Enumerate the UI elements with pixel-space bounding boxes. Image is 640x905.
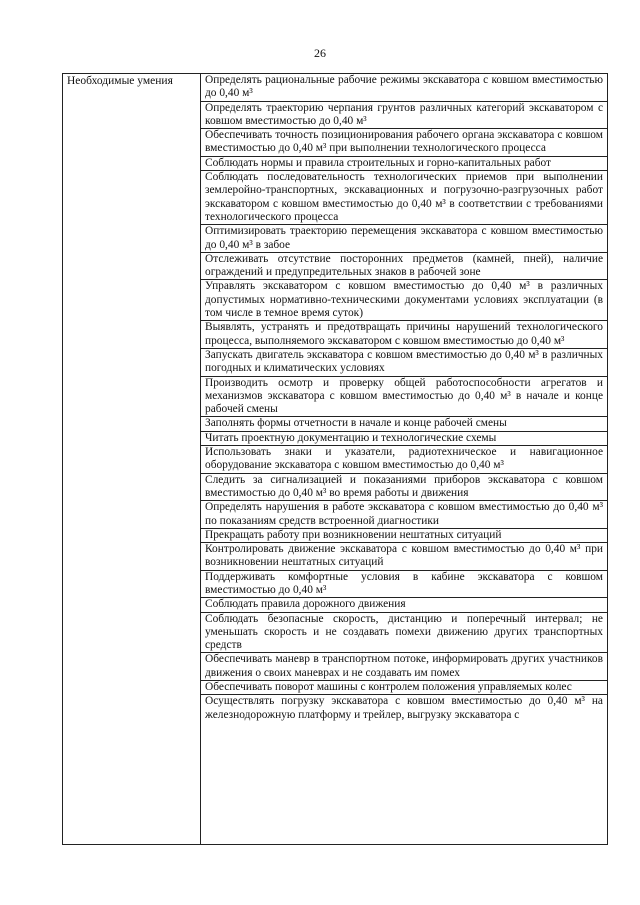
skill-row: Контролировать движение экскаватора с ковшом вместимостью до 0,40 м³ при возникновении нештатных ситуаций <box>201 543 607 571</box>
table-content-cell <box>201 74 607 844</box>
skill-row: Отслеживать отсутствие посторонних предметов (камней, пней), наличие ограждений и предупредительных знаков в рабочей зоне <box>201 253 607 281</box>
skill-row: Прекращать работу при возникновении нештатных ситуаций <box>201 529 607 543</box>
skill-row: Производить осмотр и проверку общей работоспособности агрегатов и механизмов экскаватора с ковшом вместимостью до 0,40 м³ в начале и конце рабочей смены <box>201 377 607 418</box>
table-label-cell: Необходимые умения <box>63 74 201 844</box>
skill-row: Управлять экскаватором с ковшом вместимостью до 0,40 м³ в различных допустимых нормативно-техническими документами условиях эксплуатации (в том числе в темное время суток) <box>201 280 607 321</box>
skill-row: Поддерживать комфортные условия в кабине экскаватора с ковшом вместимостью до 0,40 м³ <box>201 571 607 599</box>
skill-row: Соблюдать правила дорожного движения <box>201 598 607 612</box>
skill-row: Выявлять, устранять и предотвращать причины нарушений технологического процесса, выполняемого экскаватором с ковшом вместимостью до 0,40 м³ <box>201 321 607 349</box>
skills-table <box>62 73 608 845</box>
skill-row: Использовать знаки и указатели, радиотехническое и навигационное оборудование экскаватора с ковшом вместимостью до 0,40 м³ <box>201 446 607 474</box>
skill-row: Осуществлять погрузку экскаватора с ковшом вместимостью до 0,40 м³ на железнодорожную платформу и трейлер, выгрузку экскаватора с <box>205 695 603 721</box>
skills-list <box>201 74 607 722</box>
skill-row: Запускать двигатель экскаватора с ковшом вместимостью до 0,40 м³ в различных погодных и климатических условиях <box>201 349 607 377</box>
skill-row: Заполнять формы отчетности в начале и конце рабочей смены <box>201 417 607 431</box>
skill-row: Определять траекторию черпания грунтов различных категорий экскаватором с ковшом вместимостью до 0,40 м³ <box>201 102 607 130</box>
skill-row: Оптимизировать траекторию перемещения экскаватора с ковшом вместимостью до 0,40 м³ в забое <box>201 225 607 253</box>
skill-row: Обеспечивать точность позиционирования рабочего органа экскаватора с ковшом вместимостью до 0,40 м³ при выполнении технологического процесса <box>201 129 607 157</box>
skill-row: Обеспечивать маневр в транспортном потоке, информировать других участников движения о своих маневрах и не создавать им помех <box>201 653 607 681</box>
skill-row: Соблюдать безопасные скорость, дистанцию и поперечный интервал; не уменьшать скорость и не создавать помехи движению других транспортных средств <box>201 613 607 654</box>
page-number: 26 <box>314 46 326 60</box>
skill-row: Следить за сигнализацией и показаниями приборов экскаватора с ковшом вместимостью до 0,40 м³ во время работы и движения <box>201 474 607 502</box>
skill-row: Определять рациональные рабочие режимы экскаватора с ковшом вместимостью до 0,40 м³ <box>201 74 607 102</box>
skill-row: Соблюдать нормы и правила строительных и горно-капитальных работ <box>201 157 607 171</box>
skill-row: Соблюдать последовательность технологических приемов при выполнении землеройно-транспортных, экскавационных и погрузочно-разгрузочных работ экскаватором с ковшом вместимостью до 0,40 м³ в соответствии с требованиями технологического процесса <box>201 171 607 225</box>
skill-row: Обеспечивать поворот машины с контролем положения управляемых колес <box>201 681 607 695</box>
skill-row: Определять нарушения в работе экскаватора с ковшом вместимостью до 0,40 м³ по показаниям средств встроенной диагностики <box>201 501 607 529</box>
skill-row: Читать проектную документацию и технологические схемы <box>201 432 607 446</box>
